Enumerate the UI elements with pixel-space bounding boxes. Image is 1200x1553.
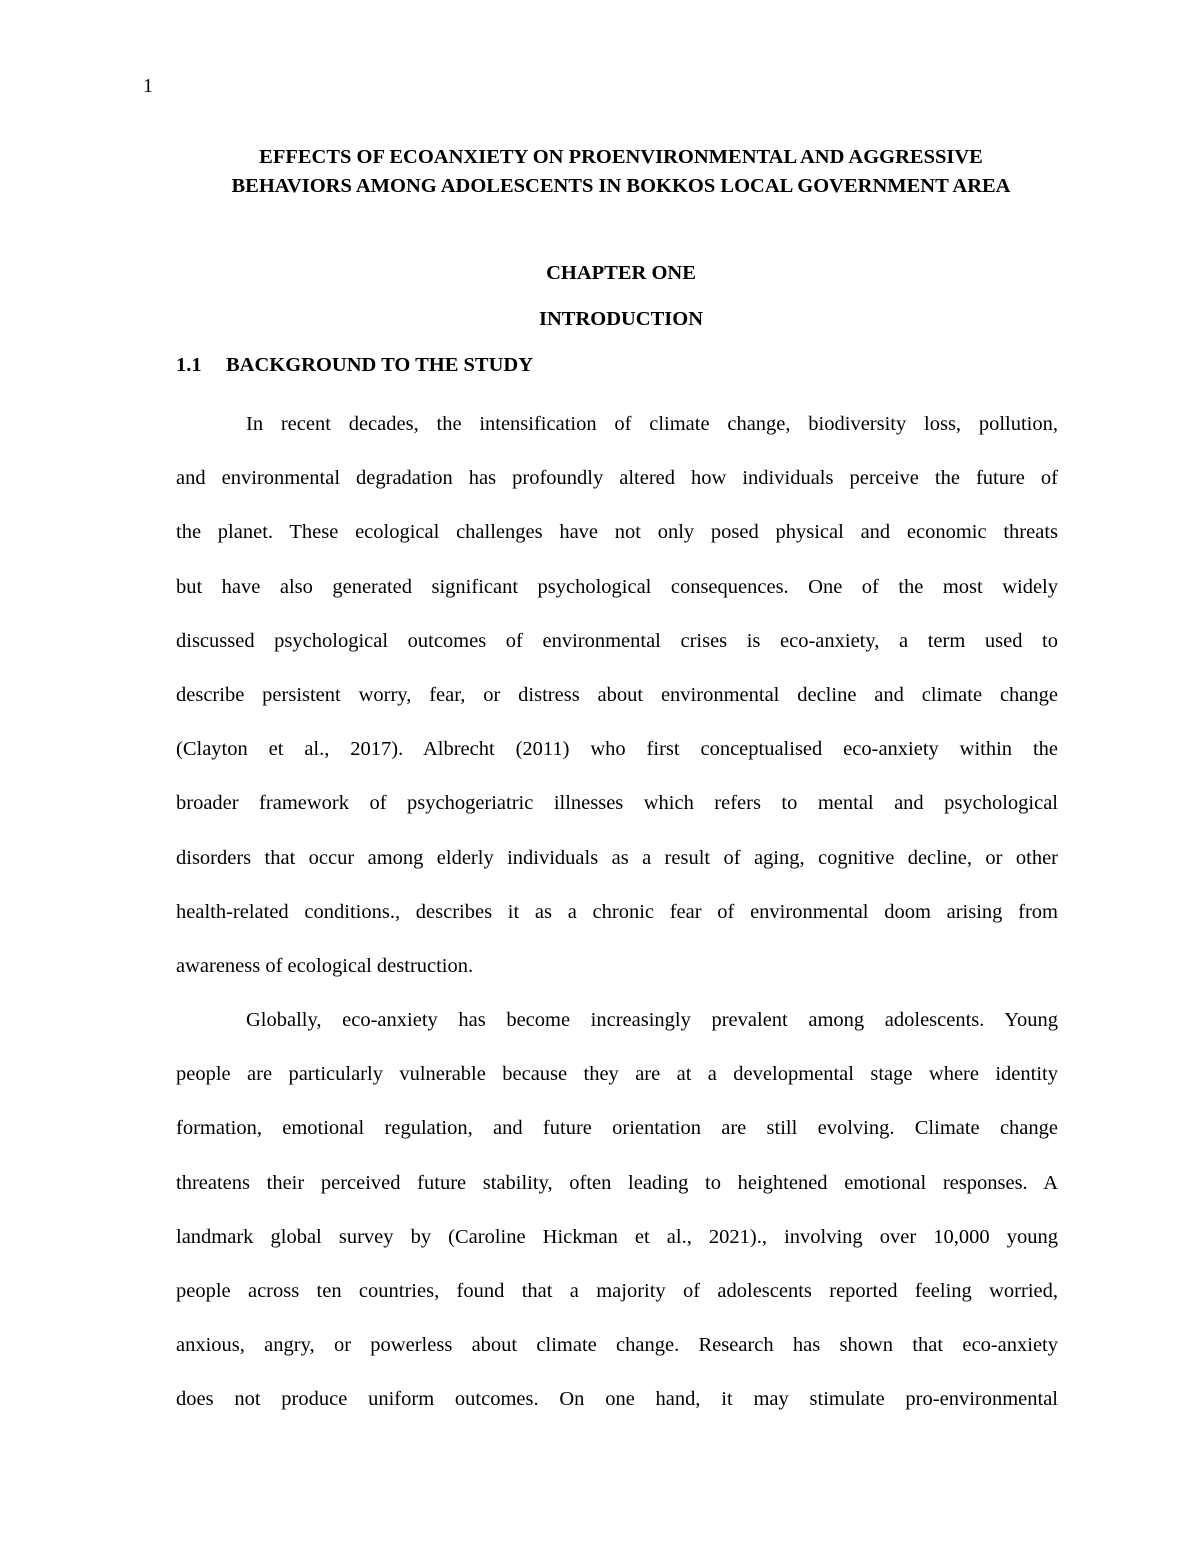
text-line: and environmental degradation has profoundly altered how individuals perceive the future of xyxy=(176,467,1058,490)
text-line: landmark global survey by (Caroline Hickman et al., 2021)., involving over 10,000 young xyxy=(176,1225,1058,1248)
text-line: people across ten countries, found that a majority of adolescents reported feeling worried, xyxy=(176,1279,1058,1302)
document-title xyxy=(120,143,1122,201)
text-line: (Clayton et al., 2017). Albrecht (2011) who first conceptualised eco-anxiety within the xyxy=(176,738,1058,761)
text-line: anxious, angry, or powerless about climate change. Research has shown that eco-anxiety xyxy=(176,1334,1058,1357)
chapter-heading: CHAPTER ONE xyxy=(546,262,696,284)
section-title: BACKGROUND TO THE STUDY xyxy=(226,354,533,376)
text-line: Globally, eco-anxiety has become increasingly prevalent among adolescents. Young xyxy=(246,1009,1058,1031)
text-line: health-related conditions., describes it as a chronic fear of environmental doom arising from xyxy=(176,900,1058,923)
text-line: describe persistent worry, fear, or distress about environmental decline and climate change xyxy=(176,683,1058,706)
text-line: awareness of ecological destruction. xyxy=(176,954,474,977)
text-line: the planet. These ecological challenges have not only posed physical and economic threats xyxy=(176,521,1058,544)
text-line: but have also generated significant psychological consequences. One of the most widely xyxy=(176,575,1058,598)
text-line: discussed psychological outcomes of environmental crises is eco-anxiety, a term used to xyxy=(176,629,1058,652)
paragraph-background-2 xyxy=(176,993,1058,1427)
paragraph-background-1 xyxy=(176,397,1058,993)
text-line: In recent decades, the intensification of climate change, biodiversity loss, pollution, xyxy=(246,413,1058,435)
page-number: 1 xyxy=(143,75,153,97)
section-number: 1.1 xyxy=(176,354,202,376)
text-line: threatens their perceived future stability, often leading to heightened emotional responses. A xyxy=(176,1171,1058,1194)
chapter-title: INTRODUCTION xyxy=(538,308,704,330)
text-line: formation, emotional regulation, and future orientation are still evolving. Climate change xyxy=(176,1117,1058,1140)
title-line-1: EFFECTS OF ECOANXIETY ON PROENVIRONMENTAL AND AGGRESSIVE xyxy=(259,146,983,168)
text-line: people are particularly vulnerable because they are at a developmental stage where identity xyxy=(176,1063,1058,1086)
section-heading xyxy=(176,352,533,378)
title-line-2: BEHAVIORS AMONG ADOLESCENTS IN BOKKOS LOCAL GOVERNMENT AREA xyxy=(231,175,1011,197)
text-line: disorders that occur among elderly individuals as a result of aging, cognitive decline, or other xyxy=(176,846,1058,869)
text-line: broader framework of psychogeriatric illnesses which refers to mental and psychological xyxy=(176,792,1058,815)
text-line: does not produce uniform outcomes. On one hand, it may stimulate pro-environmental xyxy=(176,1388,1058,1411)
